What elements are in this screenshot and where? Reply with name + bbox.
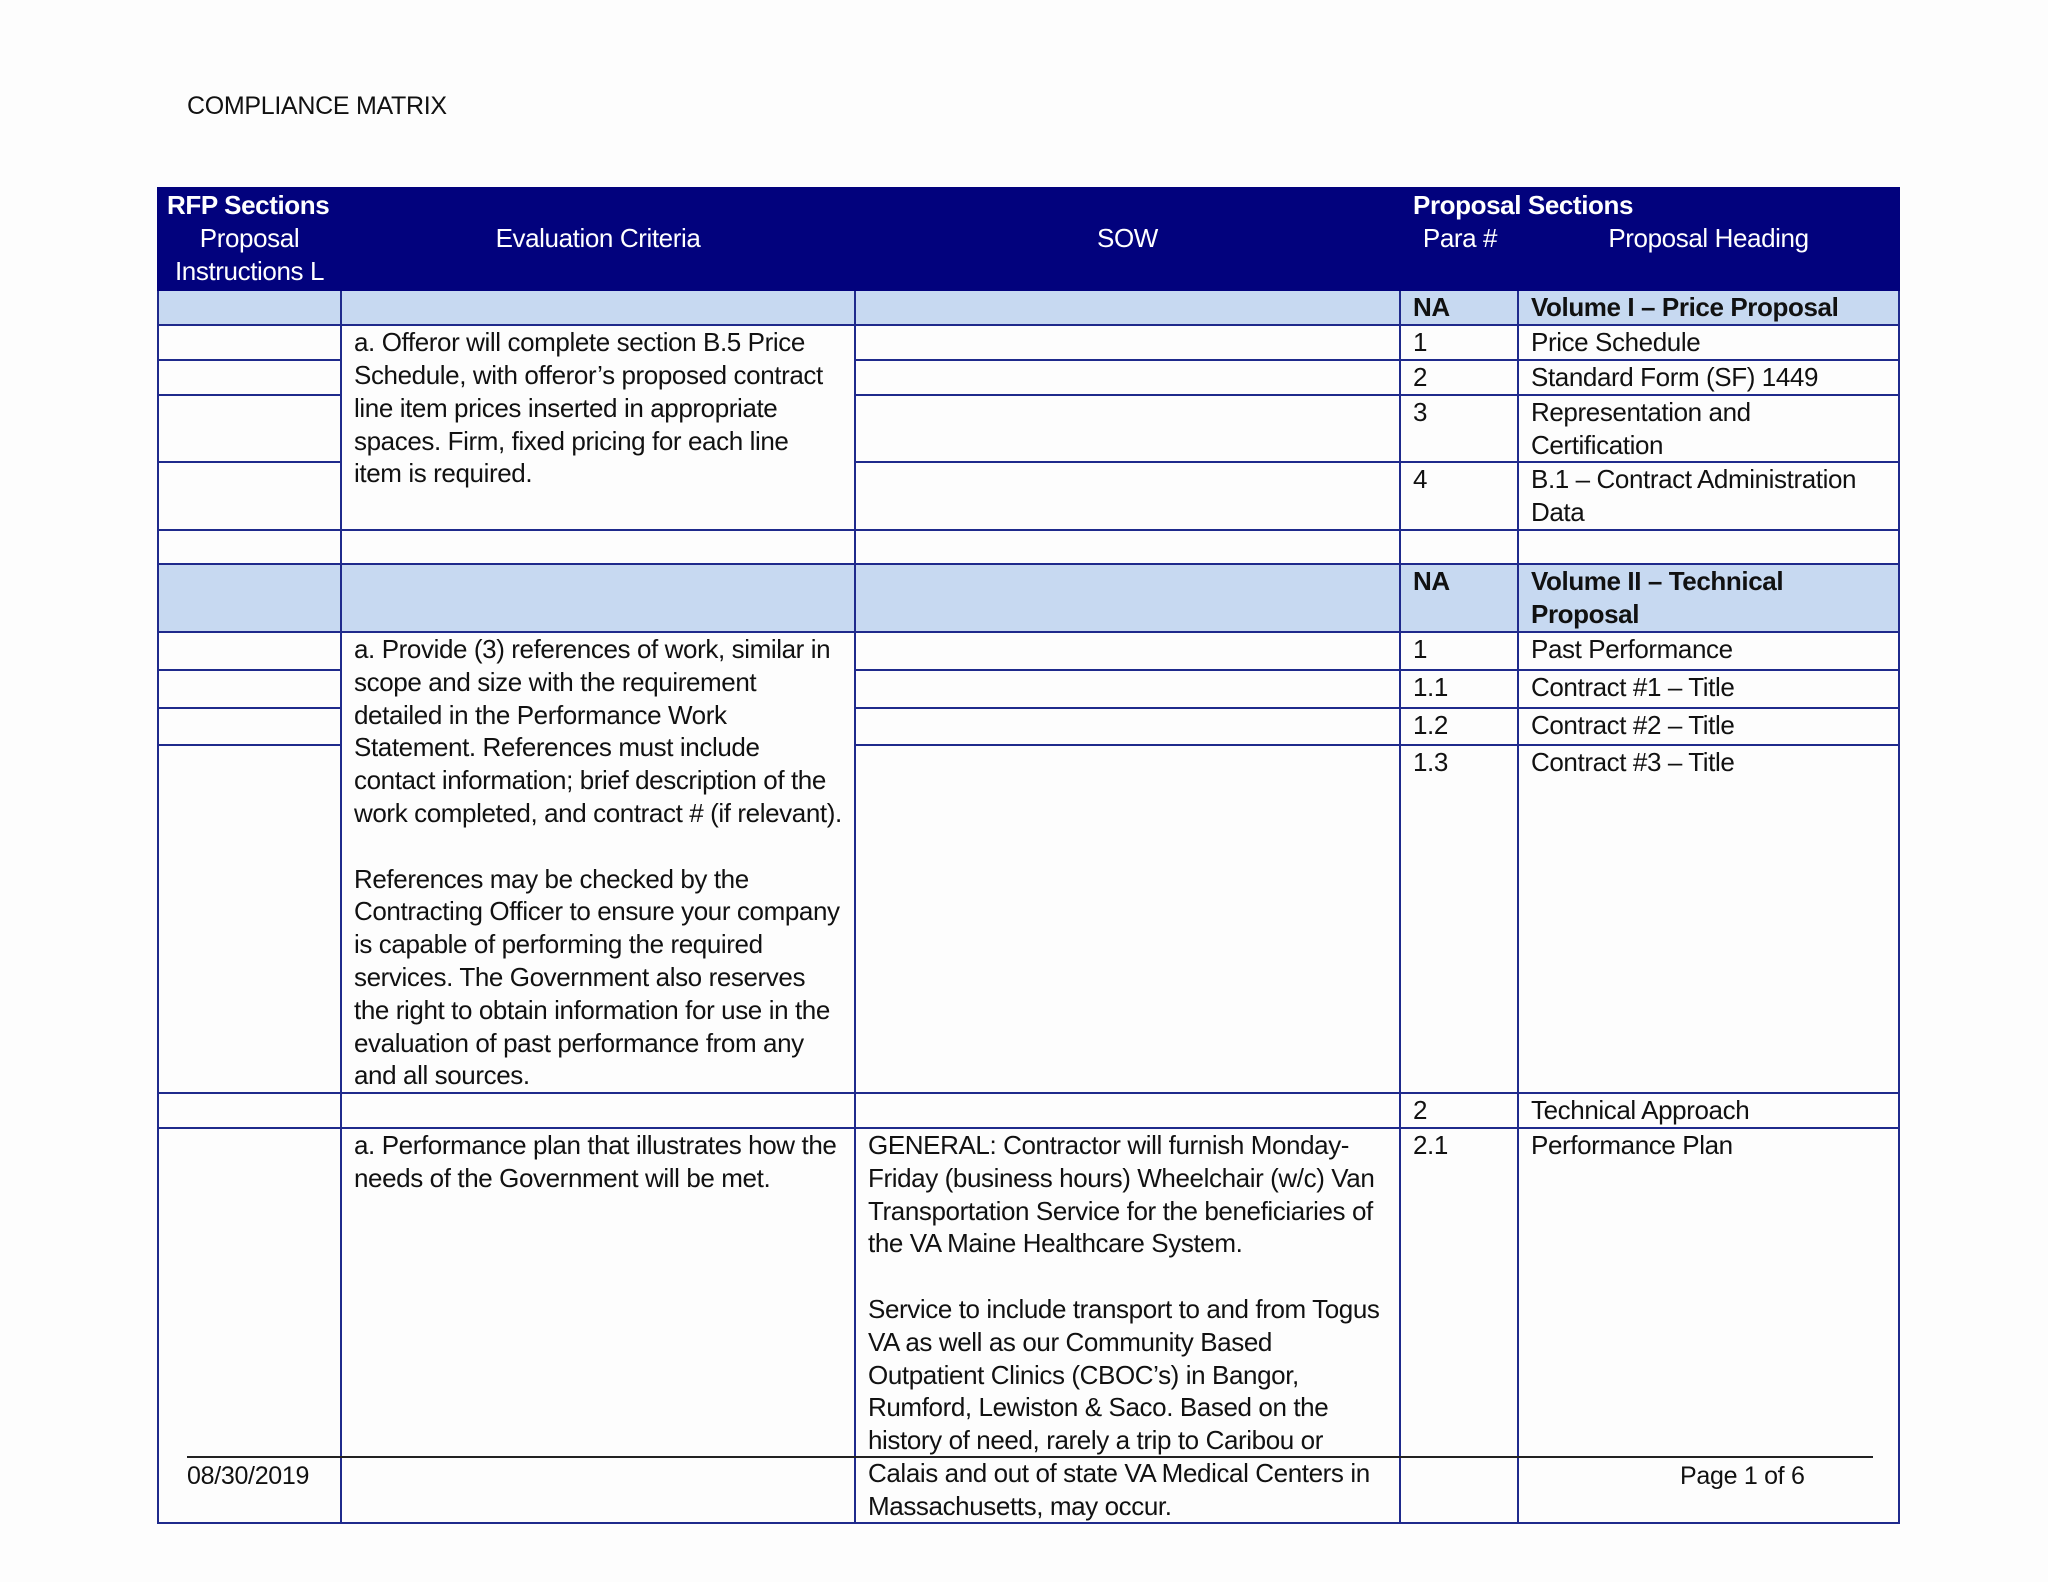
para-cell: 2 bbox=[1400, 360, 1518, 395]
para-cell: 2 bbox=[1400, 1093, 1518, 1128]
heading-cell: Representation and Certification bbox=[1518, 395, 1899, 463]
volume-2-para: NA bbox=[1400, 564, 1518, 632]
heading-cell: Standard Form (SF) 1449 bbox=[1518, 360, 1899, 395]
heading-cell: Past Performance bbox=[1518, 632, 1899, 670]
footer-divider bbox=[187, 1456, 1873, 1458]
para-label: Para # bbox=[1422, 222, 1498, 253]
para-cell: 1 bbox=[1400, 325, 1518, 360]
volume-1-row bbox=[158, 290, 1899, 325]
blank-row bbox=[158, 530, 1899, 564]
para-cell: 4 bbox=[1400, 462, 1518, 530]
header-proposal-sections bbox=[1400, 188, 1899, 290]
para-cell: 3 bbox=[1400, 395, 1518, 463]
heading-cell: Technical Approach bbox=[1518, 1093, 1899, 1128]
heading-cell: Contract #3 – Title bbox=[1518, 745, 1899, 1093]
heading-cell: Contract #1 – Title bbox=[1518, 670, 1899, 708]
heading-cell: Contract #2 – Title bbox=[1518, 708, 1899, 746]
volume-1-para: NA bbox=[1400, 290, 1518, 325]
table-header-row bbox=[158, 188, 1899, 290]
header-evaluation-criteria bbox=[341, 188, 855, 290]
table-row bbox=[158, 1093, 1899, 1128]
heading-cell: B.1 – Contract Administration Data bbox=[1518, 462, 1899, 530]
para-cell: 1 bbox=[1400, 632, 1518, 670]
para-cell: 1.2 bbox=[1400, 708, 1518, 746]
footer-page-number: Page 1 of 6 bbox=[1680, 1462, 1805, 1490]
para-cell: 1.1 bbox=[1400, 670, 1518, 708]
proposal-heading-label: Proposal Heading bbox=[1608, 222, 1809, 253]
para-cell: 2.1 bbox=[1400, 1128, 1518, 1524]
heading-cell: Price Schedule bbox=[1518, 325, 1899, 360]
table-row bbox=[158, 1128, 1899, 1524]
header-sow bbox=[855, 188, 1400, 290]
volume-2-criteria: a. Provide (3) references of work, similar in scope and size with the requirement detailed in the Performance Work Statement. References must include contact information; brief description of the work completed, and contract # (if relevant). References may be checked by the Contracting Officer to ensure your company is capable of performing the required services. The Government also reserves the right to obtain information for use in the evaluation of past performance from any and all sources. bbox=[341, 632, 855, 1093]
rfp-sections-label: RFP Sections bbox=[167, 190, 330, 220]
proposal-sections-label: Proposal Sections bbox=[1413, 190, 1634, 220]
heading-cell: Performance Plan bbox=[1518, 1128, 1899, 1524]
performance-criteria: a. Performance plan that illustrates how the needs of the Government will be met. bbox=[341, 1128, 855, 1524]
header-rfp-sections bbox=[158, 188, 341, 290]
sow-label: SOW bbox=[1097, 222, 1158, 253]
volume-2-heading: Volume II – Technical Proposal bbox=[1518, 564, 1899, 632]
volume-1-criteria: a. Offeror will complete section B.5 Price Schedule, with offeror’s proposed contract line item prices inserted in appropriate spaces. Firm, fixed pricing for each line item is required. bbox=[341, 325, 855, 530]
table-row bbox=[158, 325, 1899, 360]
proposal-instructions-label: Proposal Instructions L bbox=[174, 222, 325, 286]
evaluation-criteria-label: Evaluation Criteria bbox=[495, 222, 701, 253]
page-header-title: COMPLIANCE MATRIX bbox=[187, 92, 447, 120]
para-cell: 1.3 bbox=[1400, 745, 1518, 1093]
compliance-matrix-table bbox=[157, 187, 1900, 1524]
volume-1-heading: Volume I – Price Proposal bbox=[1518, 290, 1899, 325]
footer-date: 08/30/2019 bbox=[187, 1462, 310, 1490]
volume-2-row bbox=[158, 564, 1899, 632]
performance-sow: GENERAL: Contractor will furnish Monday-Friday (business hours) Wheelchair (w/c) Van Transportation Service for the beneficiaries of the VA Maine Healthcare System. Service to include transport to and from Togus VA as well as our Community Based Outpatient Clinics (CBOC’s) in Bangor, Rumford, Lewiston & Saco. Based on the history of need, rarely a trip to Caribou or Calais and out of state VA Medical Centers in Massachusetts, may occur. bbox=[855, 1128, 1400, 1524]
table-row bbox=[158, 632, 1899, 670]
